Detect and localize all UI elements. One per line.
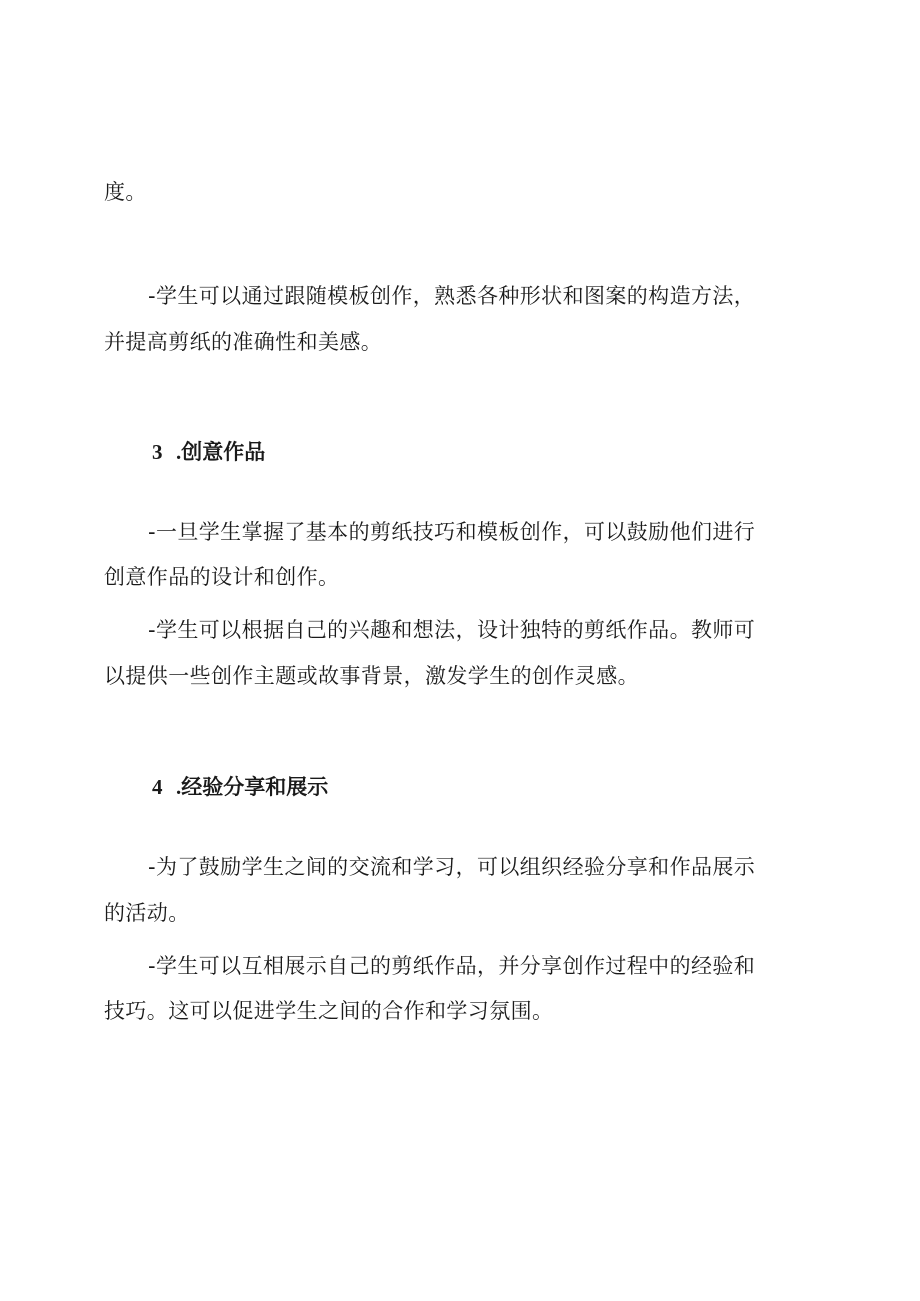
section-title: 创意作品	[181, 440, 266, 464]
section-number: 3	[152, 440, 163, 464]
paragraph-continuation-line: 度。	[104, 180, 147, 204]
paragraph-line: 并提高剪纸的准确性和美感。	[104, 330, 383, 354]
section-dot: .	[176, 775, 182, 799]
section-number: 4	[152, 775, 163, 799]
list-item-line: -学生可以根据自己的兴趣和想法，设计独特的剪纸作品。教师可	[148, 618, 756, 642]
list-item-line: -为了鼓励学生之间的交流和学习，可以组织经验分享和作品展示	[148, 855, 756, 879]
list-item-line: 以提供一些创作主题或故事背景，激发学生的创作灵感。	[104, 664, 639, 688]
section-heading-3	[152, 436, 265, 468]
paragraph-line: -学生可以通过跟随模板创作，熟悉各种形状和图案的构造方法，	[148, 284, 756, 308]
list-item-line: 创意作品的设计和创作。	[104, 565, 340, 589]
list-item-line: 的活动。	[104, 901, 190, 925]
list-item-line: 技巧。这可以促进学生之间的合作和学习氛围。	[104, 999, 554, 1023]
list-item-line: -学生可以互相展示自己的剪纸作品，并分享创作过程中的经验和	[148, 954, 756, 978]
section-heading-4	[152, 771, 328, 803]
section-title: 经验分享和展示	[181, 775, 329, 799]
section-dot: .	[176, 440, 182, 464]
list-item-line: -一旦学生掌握了基本的剪纸技巧和模板创作，可以鼓励他们进行	[148, 520, 756, 544]
